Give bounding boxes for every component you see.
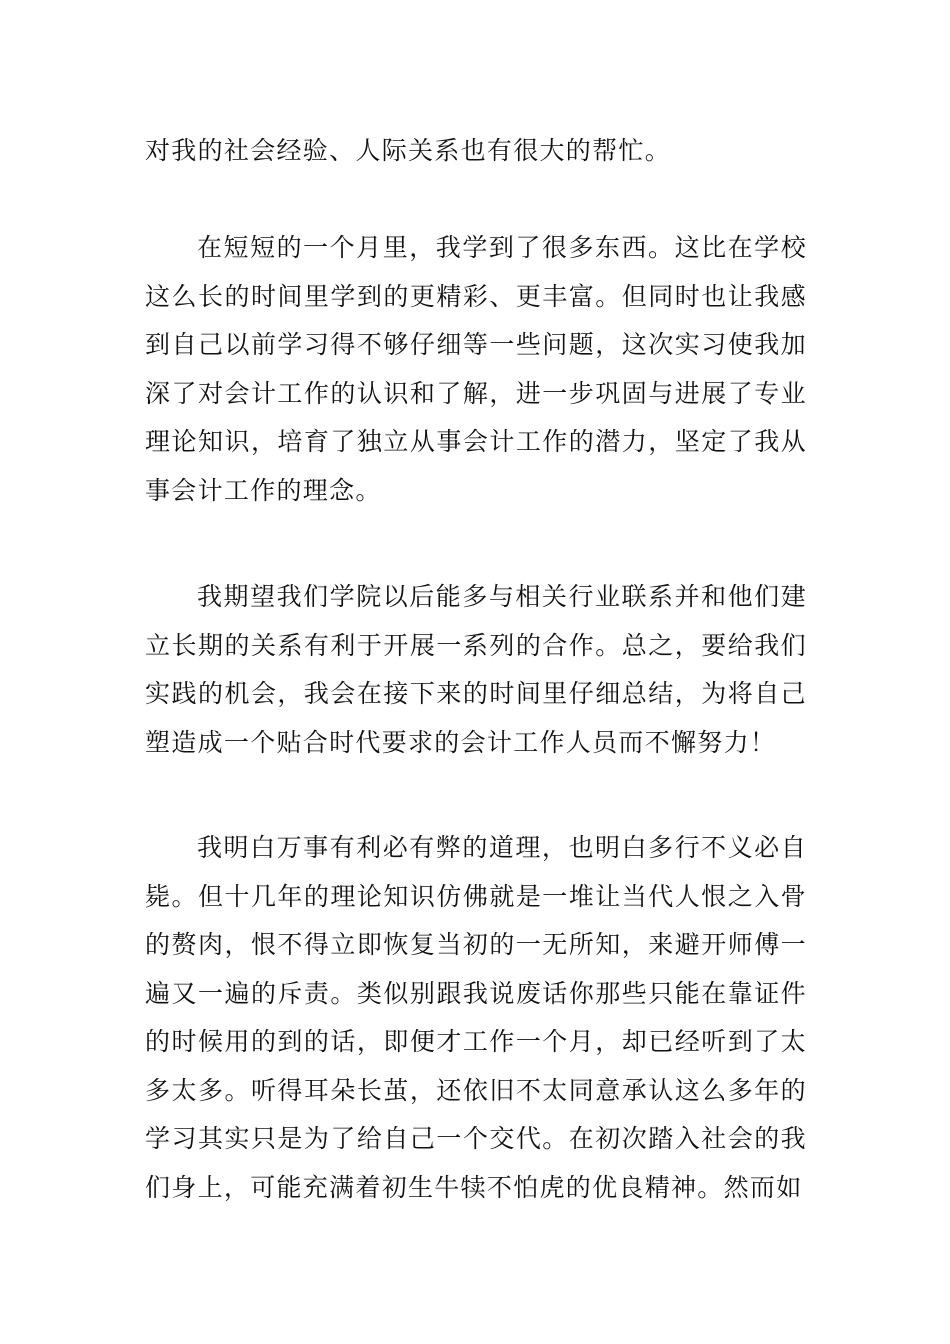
paragraph-learning-summary: 在短短的一个月里，我学到了很多东西。这比在学校这么长的时间里学到的更精彩、更丰富。但同时也让我感到自己以前学习得不够仔细等一些问题，这次实习使我加深了对会计工作的认识和了解，进一步巩固与进展了专业理论知识，培育了独立从事会计工作的潜力，坚定了我从事会计工作的理念。	[145, 233, 807, 505]
paragraph-college-expectation: 我期望我们学院以后能多与相关行业联系并和他们建立长期的关系有利于开展一系列的合作。总之，要给我们实践的机会，我会在接下来的时间里仔细总结，为将自己塑造成一个贴合时代要求的会计工作人员而不懈努力！	[145, 582, 807, 757]
paragraph-reflection: 我明白万事有利必有弊的道理，也明白多行不义必自毙。但十几年的理论知识仿佛就是一堆让当代人恨之入骨的赘肉，恨不得立即恢复当初的一无所知，来避开师傅一遍又一遍的斥责。类似别跟我说废话你那些只能在靠证件的时候用的到的话，即便才工作一个月，却已经听到了太多太多。听得耳朵长茧，还依旧不太同意承认这么多年的学习其实只是为了给自己一个交代。在初次踏入社会的我们身上，可能充满着初生牛犊不怕虎的优良精神。然而如	[145, 833, 807, 1202]
paragraph-continuation: 对我的社会经验、人际关系也有很大的帮忙。	[145, 136, 672, 165]
